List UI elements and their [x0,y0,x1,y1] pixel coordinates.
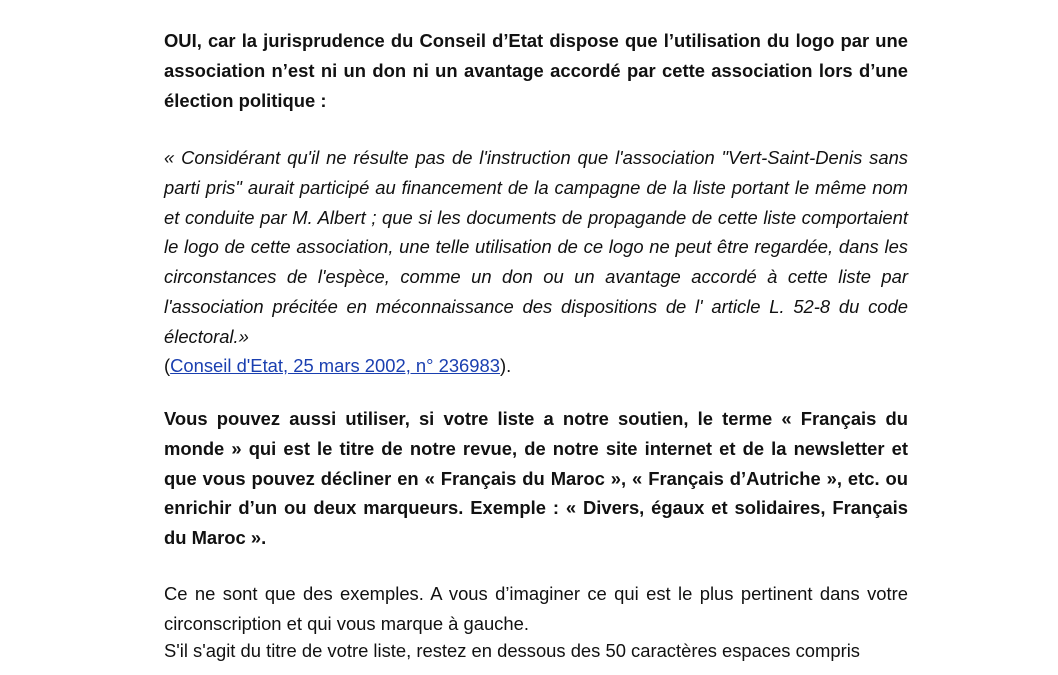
jurisprudence-quote: « Considérant qu'il ne résulte pas de l'instruction que l'association "Vert-Saint-Denis sans parti pris" aurait participé au financement de la campagne de la liste portant le même nom et conduite par M. Albert ; que si les documents de propagande de cette liste comportaient le logo de cette association, une telle utilisation de ce logo ne peut être regardée, dans les circonstances de l'espèce, comme un don ou un avantage accordé à cette liste par l'association précitée en méconnaissance des dispositions de l' article L. 52-8 du code électoral.» [164,147,908,347]
citation-open: ( [164,355,171,376]
conseil-etat-link[interactable]: Conseil d'Etat, 25 mars 2002, n° 236983 [170,355,500,376]
partial-paragraph: S'il s'agit du titre de votre liste, restez en dessous des 50 caractères espaces compris [164,640,860,661]
intro-paragraph: OUI, car la jurisprudence du Conseil d’Etat dispose que l’utilisation du logo par une association n’est ni un don ni un avantage accordé par cette association lors d’une élection politique : [164,30,908,111]
usage-paragraph: Vous pouvez aussi utiliser, si votre liste a notre soutien, le terme « Français du monde » qui est le titre de notre revue, de notre site internet et de la newsletter et que vous pouvez décliner en « Français du Maroc », « Français d’Autriche », etc. ou enrichir d’un ou deux marqueurs. Exemple : « Divers, égaux et solidaires, Français du Maroc ». [164,408,908,549]
citation-line [164,351,908,381]
citation-close: ). [499,355,512,376]
examples-paragraph: Ce ne sont que des exemples. A vous d’imaginer ce qui est le plus pertinent dans votre circonscription et qui vous marque à gauche. [164,583,908,634]
